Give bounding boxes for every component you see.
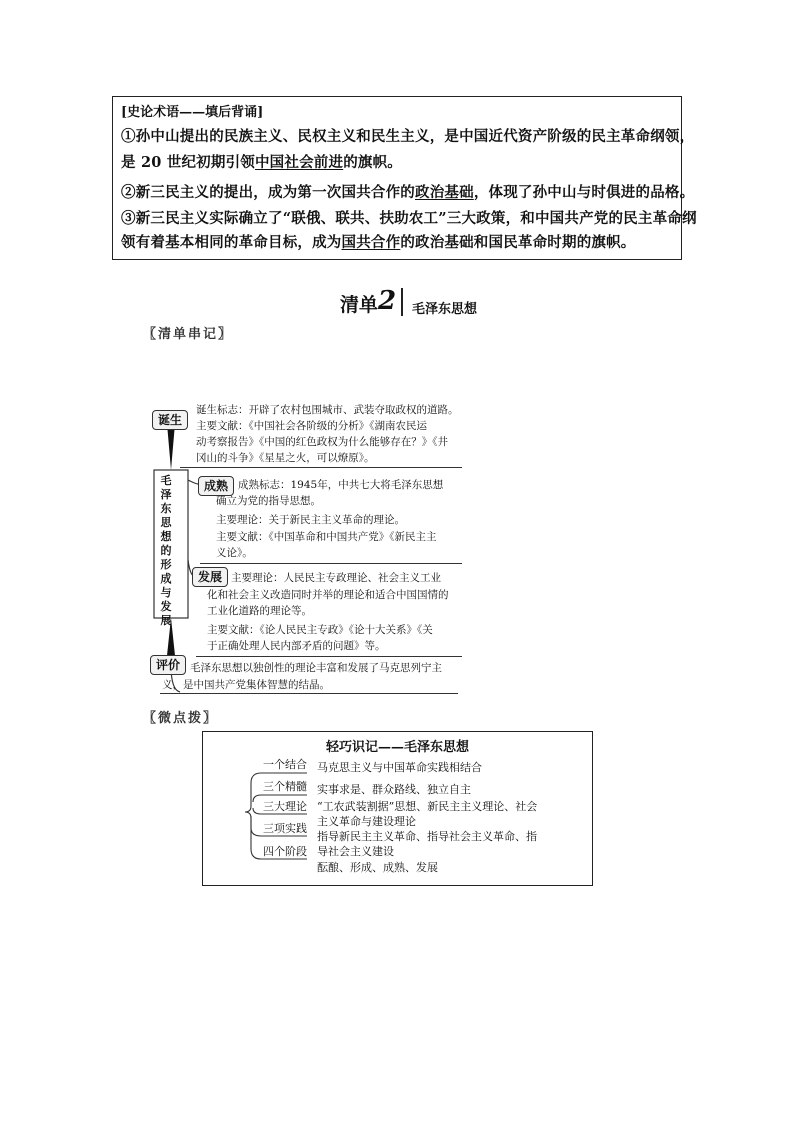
mnemonic-label-5: 四个阶段 bbox=[263, 845, 307, 858]
list-subtitle: 毛泽东思想 bbox=[412, 302, 478, 317]
blank-answer: 中国社会前进 bbox=[254, 154, 344, 171]
section-label-summary: 〖清单串记〗 bbox=[143, 327, 234, 342]
mnemonic-label-4: 三项实践 bbox=[263, 822, 307, 835]
mnemonic-desc-2: 实事求是、群众路线、独立自主 bbox=[317, 783, 471, 796]
blank-answer: 政治基础 bbox=[415, 184, 474, 201]
evaluate-underline bbox=[160, 693, 458, 694]
develop-line-1: 主要理论：人民民主专政理论、社会主义工业 bbox=[231, 572, 441, 584]
mnemonic-desc-1: 马克思主义与中国革命实践相结合 bbox=[317, 761, 482, 774]
terms-heading: [史论术语——填后背诵] bbox=[121, 105, 264, 120]
develop-underline bbox=[196, 656, 462, 657]
birth-underline bbox=[180, 467, 462, 468]
birth-line-1: 诞生标志：开辟了农村包围城市、武装夺取政权的道路。 bbox=[196, 404, 459, 416]
mature-line-5: 义论》。 bbox=[216, 547, 253, 559]
terms-line-3: ②新三民主义的提出，成为第一次国共合作的政治基础，体现了孙中山与时俱进的品格。 bbox=[121, 184, 695, 201]
mindmap-vertical-title: 毛泽东思想的形成与发展 bbox=[160, 474, 172, 627]
terms-line-1: ①孙中山提出的民族主义、民权主义和民生主义，是中国近代资产阶级的民主革命纲领， bbox=[121, 128, 695, 145]
mnemonic-label-2: 三个精髓 bbox=[263, 780, 307, 793]
mature-underline bbox=[200, 563, 462, 564]
develop-line-4: 主要文献：《论人民民主专政》《论十大关系》《关 bbox=[207, 624, 433, 636]
node-develop: 发展 bbox=[192, 567, 228, 587]
section-label-tips: 〖微点拨〗 bbox=[143, 711, 219, 726]
develop-line-5: 于正确处理人民内部矛盾的问题》等。 bbox=[207, 640, 386, 652]
node-evaluate: 评价 bbox=[150, 655, 186, 675]
mnemonic-label-1: 一个结合 bbox=[263, 758, 307, 771]
birth-line-2: 主要文献：《中国社会各阶级的分析》《湖南农民运 bbox=[196, 420, 427, 432]
terms-line-2: 是 20 世纪初期引领中国社会前进的旗帜。 bbox=[121, 154, 402, 171]
list-label: 清单 bbox=[340, 294, 379, 316]
terms-line-4: ③新三民主义实际确立了“联俄、联共、扶助农工”三大政策，和中国共产党的民主革命纲 bbox=[121, 210, 697, 227]
mature-line-4: 主要文献：《中国革命和中国共产党》《新民主主 bbox=[216, 531, 437, 543]
evaluate-line-2: 义，是中国共产党集体智慧的结晶。 bbox=[162, 679, 330, 691]
terms-line-5: 领有着基本相同的革命目标，成为国共合作的政治基础和国民革命时期的旗帜。 bbox=[121, 234, 636, 251]
mature-line-2: 确立为党的指导思想。 bbox=[216, 495, 321, 507]
node-mature: 成熟 bbox=[198, 476, 234, 496]
node-birth: 诞生 bbox=[152, 410, 188, 430]
mature-line-1: 成熟标志：1945年，中共七大将毛泽东思想 bbox=[238, 479, 444, 491]
develop-line-3: 工业化道路的理论等。 bbox=[207, 605, 312, 617]
develop-line-2: 化和社会主义改造同时并举的理论和适合中国国情的 bbox=[207, 589, 449, 601]
mnemonic-desc-6: 导社会主义建设 bbox=[317, 845, 394, 858]
birth-line-3: 动考察报告》《中国的红色政权为什么能够存在？》《井 bbox=[196, 436, 448, 448]
mnemonic-label-3: 三大理论 bbox=[263, 800, 307, 813]
mnemonic-box bbox=[202, 731, 593, 886]
mnemonic-desc-7: 酝酿、形成、成熟、发展 bbox=[317, 861, 438, 874]
mnemonic-desc-5: 指导新民主主义革命、指导社会主义革命、指 bbox=[317, 830, 537, 843]
blank-answer: 国共合作 bbox=[341, 234, 401, 251]
birth-line-4: 冈山的斗争》《星星之火，可以燎原》。 bbox=[196, 452, 375, 464]
list-number: 2 bbox=[378, 286, 397, 316]
mature-line-3: 主要理论：关于新民主主义革命的理论。 bbox=[216, 514, 405, 526]
evaluate-line-1: 毛泽东思想以独创性的理论丰富和发展了马克思列宁主 bbox=[190, 662, 442, 674]
mnemonic-desc-3: “工农武装割据”思想、新民主主义理论、社会 bbox=[317, 800, 538, 813]
mnemonic-title: 轻巧识记——毛泽东思想 bbox=[325, 740, 469, 755]
mnemonic-desc-4: 主义革命与建设理论 bbox=[317, 815, 416, 828]
